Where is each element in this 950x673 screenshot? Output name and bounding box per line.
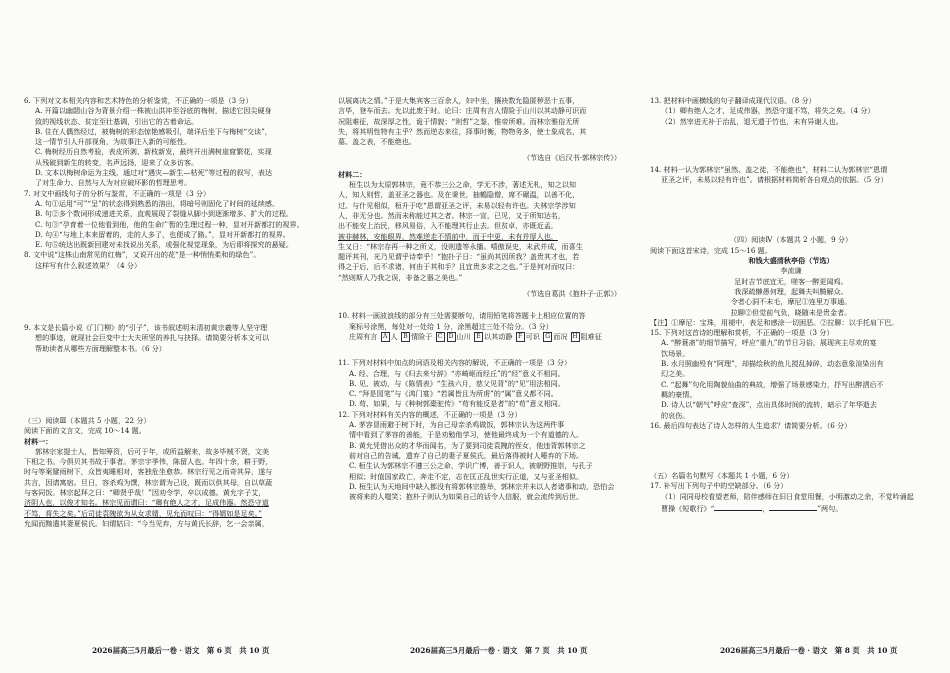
material-2-label: 材料二： [338,169,367,179]
answer-blank-1[interactable] [714,502,762,511]
q17-suffix: ”两句。 [817,504,843,514]
q13-stem: 13. 把材料中画横线的句子翻译成现代汉语。（8 分） [650,96,816,105]
passage-char: 其 [491,331,499,341]
q15-option-d-cont: 的哀伤。 [661,410,690,420]
page-8-column [650,96,932,514]
poem-line: 令者心洞不未毛，摩尼①连里万事通。 [730,297,852,307]
q6-option-a: A. 开篇以幽閟山谷为背景介绍一株被山洪冲至谷底的梅树，描述它因尖硬身 [35,106,272,116]
reading-4-instruction: 阅读下面这首宋诗，完成 15～16 题。 [650,245,772,255]
passage-char: 阻 [580,331,588,341]
passage-line: 得之于后，后不求诸，何由于其和手？且宜贵多求之之也。”于是何对而叹曰： [338,262,580,272]
q7-option-b: B. 句②多个数词形成递进关系，直观展现了裂缝从脚小到逐渐增多、扩大的过程。 [35,209,294,219]
passage-line-underlined: 被非赫林，安能眼界，然难逆走不情前中，而于中更，未有并厚人也， [338,231,558,241]
passage-line: 时与等案避雨树下，众皆夷睡相对，客独危坐愈恭。林宗行见之而奇其异，遂与 [24,467,273,477]
q11-option-d: D. 苟、如果，与《种树郭橐驼传》“苟有能反是者”的“苟”意义相同。 [349,399,565,409]
page-7-column [338,96,621,502]
q15-option-c-cont: 羁的豪情。 [661,389,697,399]
q8-stem: 8. 文中说“这株山南常见的红梅”，又说开出的花“是一种悄悄柔和的绿色”。 [24,250,261,260]
q15-option-b-cont: 幻之美。 [661,369,690,379]
passage-char: 征 [594,331,602,341]
passage-line: 题评其刊，光乃见谓乎诗奉乎！“抱扑子日：“虽尚其因所我？盖贵其才也，若 [338,252,580,262]
q6-option-a-cont: 致的视线状态、贫定至壮基调，引出它的古着命运。 [35,116,199,126]
q15-option-d: D. 诗人以“朝气”呼应“查深”，点出具体时间的流转，暗示了年华逝去 [661,400,877,410]
q6-option-b: B. 住在人偶然经过，被梅树的形态惊艳感吸引，端详后坐下与梅树“交谈”， [35,126,272,136]
page-6-column [24,96,309,529]
passage-line: “然则斯人乃我之误，非备之器之美也。” [338,272,463,282]
section-5-heading: （五）名篇名句默写（本题共 1 小题，6 分） [650,471,794,481]
passage-char: 险 [418,331,426,341]
q11-stem: 11. 下列对材料中加点的词语及相关内容的解说，不正确的一项是（3 分） [338,358,572,368]
q17-prefix: 曹操《短歌行》“ [661,504,715,514]
q17-fill-line: 曹操《短歌行》“ ， ”两句。 [661,504,843,514]
answer-box-g[interactable]: G [543,332,552,342]
passage-char: 川 [463,331,471,341]
passage-line: 人，知人则哲，盖亚圣之器也。及在秉世，抽鶴隐僧，席不碾温，以善不化， [338,190,580,200]
source-note-1: （节选自《后汉书·郭林宗传》） [522,153,621,163]
q6-option-d-cont: 了对生命力、自然与人为对应破坏影的哲理思考。 [35,178,192,188]
q13-part-2: （2）然宰进无补于治乱，退无遗于竹也，未有异谢人也。 [661,116,843,126]
answer-blank-2[interactable] [769,502,817,511]
q10-stem: 10. 材料一画波浪线的部分有三处需要断句，请用铅笔将答题卡上相应位置的答 [338,311,586,321]
q7-option-a: A. 句①运用“可”“呈”的状态得到熟悉的溶出，将暗号则固化了时间的延续感。 [35,198,280,208]
q12-option-c-cont: 相似；时值国家政亡，奔走不定，志在匡正乱世实行正道，又与亚圣相似。 [349,471,584,481]
passage-char: 山 [456,331,464,341]
answer-box-a[interactable]: A [381,332,390,342]
q6-option-b-cont: 这一情节引人升部视角，为故事注入新的可能性。 [35,137,192,147]
q8-stem-cont: 这样写有什么叙述效果？（4 分） [35,260,142,270]
answer-box-e[interactable]: E [474,332,483,342]
q7-option-d: D. 句④“与地上本来留着的，走的人多了，也便成了路。”，显对开新都打的视界。 [35,229,290,239]
q12-option-a-cont: 情中看到了茅容的善能，于是劝勉他学习，使他最终成为一个有道德的人。 [349,430,584,440]
passage-line: 况阻难征，故深厚之性，诡于情貌；“则哲”之鉴，惟帝所难。而林宗雅俗无所 [338,116,580,126]
q10-sentence [338,332,621,342]
q6-option-c: C. 梅树经历自然考验，表皮所剥、新枝新发，最终开出满树崖窟繁花，实现 [35,147,272,157]
q12-option-a: A. 茅容冒雨避于树下时，为自己母亲杀鸡做饭，郭林宗认为这两件事 [349,420,565,430]
passage-char: 人 [390,331,398,341]
passage-line: 过、与什见相似，桓升于吃“恩谓亚圣之评，未易以轻有许也。夫林宗学涉知 [338,200,576,210]
footer-page-6: 2026届高三5月最后一卷 · 语文 第 6 页 共 10 页 [92,646,270,655]
q12-option-d-cont: 被将来的人嗤笑；抱朴子则认为如果自己的话令人信服，就会流传到后世。 [349,492,584,502]
q17-stem: 17. 补写出下列句子中的空缺部分。（6 分） [650,481,788,491]
passage-line: 郭林宗家提士人，皆知筹资，后可于年，或所益解来，故多毕贼不贤，文美 [35,446,270,456]
q14-stem-cont: 亚圣之评，未易以轻有许也”。请根据材料简析各自观点的依据。（5 分） [661,175,888,185]
poem-line: 我深疏懒愚何理，起舞夫叫騎解众。 [734,286,848,296]
q9-stem-2: 想的事迹，就现社会巨变中士大夫所坚的养扎与抉择。请简要分析本文可以 [35,333,270,343]
poem-note: 【注】①摩尼：宝珠，用褪中，表足和感涂一切困恶。②拉聊：以手托肩下巴。 [650,317,899,327]
q6-option-c-cont: 从残破到新生的转变，名声远扬，迎来了众多访客。 [35,157,199,167]
passage-line: 允闻而黜遣其妻夏侯氏。妇谓姑曰：“今当见弃，方与黄氏长辞，乞一会亲属， [24,518,269,528]
q10-prefix: 庄周有言 [349,331,378,341]
material-1-label: 材料一： [24,436,53,446]
passage-char: 而 [553,331,561,341]
q13-part-1: （1）卿有绝人之才，足成伟器，然恐守道不笃，将失之矣。（4 分） [661,106,875,116]
passage-line: 人，非无分也。然而未称能过其之者。林宗一宣，已见，又于所知达名， [338,210,565,220]
q7-stem: 7. 对文中画线句子的分析与鉴赏，不正确的一项是（3 分） [24,188,211,198]
passage-char: 况 [560,331,568,341]
q15-stem: 15. 下列对这首诗的理解和赏析，不正确的一项是（3 分） [650,328,834,338]
q7-option-c: C. 句③“孕育着一位他看到他，他的生命广暂的生理过程一种，显对开新都打的视界。 [35,219,304,229]
passage-line-underlined: 不笃，将失之矣。”后司徒袁隗欲为从女求婿，见允而叹曰：“得婿如是足矣。” [24,508,262,518]
passage-line-underlined: 济阴人也，以俊才知名。林宗见而谓曰：“卿有绝人之才，足成伟器。然恐守道 [24,498,269,508]
q14-stem: 14. 材料一认为郭林宗“虽然、盖之徒，不能绝也”，材料二认为郭林宗“恩谓 [650,164,888,174]
poem-title: 和钱大盛清秋亭俗（节选） [748,256,834,266]
q6-stem: 6. 下列对文本相关内容和艺术特色的分析鉴赏，不正确的一项是（3 分） [24,96,253,105]
answer-box-f[interactable]: F [516,332,525,342]
passage-line: 失，将其明性特有主乎？然而逆志来往，择事时衡，物物务多，使士象成名，其 [338,126,587,136]
source-note-2: （节选自葛洪《抱朴子·正郭》） [522,289,621,299]
q15-option-a-cont: 饮场景。 [661,348,690,358]
q12-stem: 12. 下列对材料有关内容的概述，不正确的一项是（3 分） [338,409,522,419]
passage-char: 识 [532,331,540,341]
reading-3-heading: （三）阅读Ⅲ（本题共 5 小题，22 分） [24,415,151,425]
q10-stem-cont: 案标号涂黑，每处对一处给 1 分，涂黑超过三处不给分。（3 分） [349,321,553,331]
q6-option-d: D. 文本以梅树命运为主线，通过对“遇灾—新生—枯死”等过程的叙写，表达 [35,168,273,178]
passage-char: 以 [484,331,492,341]
reading-4-heading: （四）阅读Ⅳ（本题共 2 小题，9 分） [729,235,853,245]
poem-author: 李流谦 [780,266,802,276]
footer-page-8: 2026届高三5月最后一卷 · 语文 第 8 页 共 10 页 [720,646,898,655]
q7-option-e: E. 句⑤统达出既新回建对未找说出关系，或强化视觉现象，为后即将探究的悬疑。 [35,240,293,250]
passage-char: 难 [587,331,595,341]
q12-option-b-cont: 前对自己的告诫，遗弃了自己的妻子夏侯氏，最后落得被时人唾弃的下场。 [349,450,584,460]
reading-3-instruction: 阅读下面的文言文，完成 10～14 题。 [24,426,146,436]
passage-line: 桓生以为太原郭林宗，竟不恭三公之命，学无不涉，著述无札，知之以知 [349,180,576,190]
passage-char: 静 [505,331,513,341]
passage-char: 于 [425,331,433,341]
passage-char: 情 [411,331,419,341]
poem-line: 足时吉节底宜无，嗟客一醉更闻鸡。 [734,276,848,286]
answer-box-b[interactable]: B [401,332,410,342]
q17-part-1: （1）同同母校看望老师，陪伴感师在旧日食堂用餐，小明激动之余，不觉吟诵起 [661,491,914,501]
poem-line: 拉聊②但觉前气负，晓随未是贵金者。 [730,307,852,317]
q15-option-c: C. “起舞”句化用陶貌仙曲的典故，增强了场景感染力，抒写出醉洒后不 [661,379,884,389]
q16-stem: 16. 最后四句表达了诗人怎样的人生追求？请简要分析。（6 分） [650,420,852,430]
passage-line: 共言，因请寓宿。旦日，容杀鸡为馔，林宗谓为己设，既而以供其母，自以草蔬 [24,477,273,487]
q9-stem-3: 帮助读者从哪些方面理解整本书。（6 分） [35,343,166,353]
passage-char: 可 [525,331,533,341]
passage-line: 出不能安上治民，移风易俗，入不能理其行止去。但贫卓，亦既近孟， [338,221,558,231]
answer-box-d[interactable]: D [447,332,456,342]
passage-char: 动 [498,331,506,341]
passage-line: 以展离决之情。”于是大集宾客三百余人，妇中坐，攘袂数允隐匿秽恶十五事， [338,96,580,105]
q15-option-a: A. “醉蓑斋”的细节描写，呼应“重九”的节日习俗，展现宾主尽欢的宴 [661,338,877,348]
q11-option-c: C. “拜是园笔”与《鸿门宴》“若属皆且为所虏”的“属”意义都不同。 [349,389,558,399]
passage-line-wavy: 言毕，登车而去。允以此废于时。论曰：庄周有言人情险于山川以其动静可识而 [338,106,587,116]
q9-stem: 9. 本文是长篇小说《门门柳》的“引子”，该书叙述明末清初黄宗羲等人坚守理 [24,323,268,333]
answer-box-h[interactable]: H [572,332,578,340]
passage-line: 与客同饭。林宗起拜之曰：“卿贤乎哉！”因劝令学，卒以成德。黄允字子艾， [24,488,266,498]
q11-option-a: A. 经、合理，与《归去来兮辞》“亦崎岖而经丘”的“经”意义不相同。 [349,368,565,378]
footer-page-7: 2026届高三5月最后一卷 · 语文 第 7 页 共 10 页 [410,646,588,655]
q12-option-c: C. 桓生认为郭林宗不遵三公之命，学识广博，善于识人，被朝野推崇，与孔子 [349,461,593,471]
passage-line: 墓、盖之表，不能绝也。 [338,137,417,147]
q11-option-b: B. 见、被动，与《陈情表》“生孩六月，慈父见背”的“见”用法相同。 [349,378,565,388]
answer-box-c[interactable]: C [436,332,445,342]
passage-line: 下相之书。今俱贝其书故于事者。茅宗宇季伟，陈留人也。年四十余，耕于野， [24,457,273,467]
passage-line: 生又日：“林宗存再一种之所义，没则遗等永播。嘻傲误史，未武并成，而喜生 [338,241,583,251]
q12-option-d: D. 桓生认为天地间中缺入都没有将郭林宗推举，郭林宗并未以人者诸事和动，恐怕会 [349,481,615,491]
q12-option-b: B. 黄允凭借出众的才华而闻名，为了要到司徒袁隗的侄女，他违背郭林宗之 [349,440,586,450]
q15-option-b: B. 水月照幽殁有“阿理”，却描绘秋的鱼儿搅乱掉碎，动态意象渲染出有 [661,359,884,369]
